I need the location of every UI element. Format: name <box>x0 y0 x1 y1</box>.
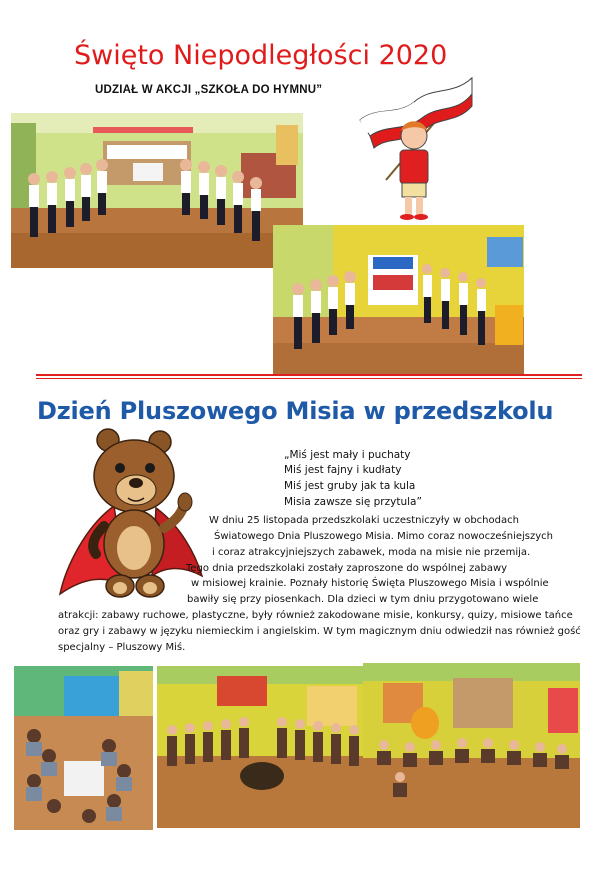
paragraph-line-1: W dniu 25 listopada przedszkolaki uczestniczyły w obchodach <box>209 515 519 526</box>
poem-line-1: „Miś jest mały i puchaty <box>284 449 411 461</box>
photo-anthem-class-1 <box>11 113 303 268</box>
paragraph-line-5: w misiowej krainie. Poznały historię Święta Pluszowego Misia i wspólnie <box>191 578 549 589</box>
section-divider <box>36 374 582 376</box>
photo-teddy-day-2 <box>157 666 363 828</box>
paragraph-line-8: oraz gry i zabawy w języku niemieckim i angielskim. W tym magicznym dniu odwiedził nas również gość <box>58 626 581 637</box>
teddy-bear-illustration <box>56 426 206 602</box>
section1-subtitle: UDZIAŁ W AKCJI „SZKOŁA DO HYMNU” <box>95 84 323 96</box>
paragraph-line-4: Tego dnia przedszkolaki zostały zaproszone do wspólnej zabawy <box>186 563 508 574</box>
photo-teddy-day-1 <box>14 666 153 830</box>
paragraph-line-9: specjalny – Pluszowy Miś. <box>58 642 186 653</box>
section2-title: Dzień Pluszowego Misia w przedszkolu <box>37 397 554 425</box>
poem-line-3: Miś jest gruby jak ta kula <box>284 480 416 492</box>
boy-with-flag-illustration <box>352 76 478 222</box>
poem-line-4: Misia zawsze się przytula” <box>284 496 422 508</box>
paragraph-line-6: bawiły się przy piosenkach. Dla dzieci w tym dniu przygotowano wiele <box>187 594 539 605</box>
photo-anthem-class-2 <box>273 225 524 374</box>
section1-title: Święto Niepodległości 2020 <box>74 40 448 71</box>
photo-teddy-day-3 <box>363 663 580 828</box>
paragraph-line-3: i coraz atrakcyjniejszych zabawek, moda na misie nie przemija. <box>212 547 531 558</box>
paragraph-line-7: atrakcji: zabawy ruchowe, plastyczne, były również zakodowane misie, konkursy, quizy, misiowe tańce <box>58 610 573 621</box>
paragraph-line-2: Światowego Dnia Pluszowego Misia. Mimo coraz nowocześniejszych <box>214 531 553 542</box>
poem-line-2: Miś jest fajny i kudłaty <box>284 464 402 476</box>
section-divider-thin <box>36 378 582 379</box>
